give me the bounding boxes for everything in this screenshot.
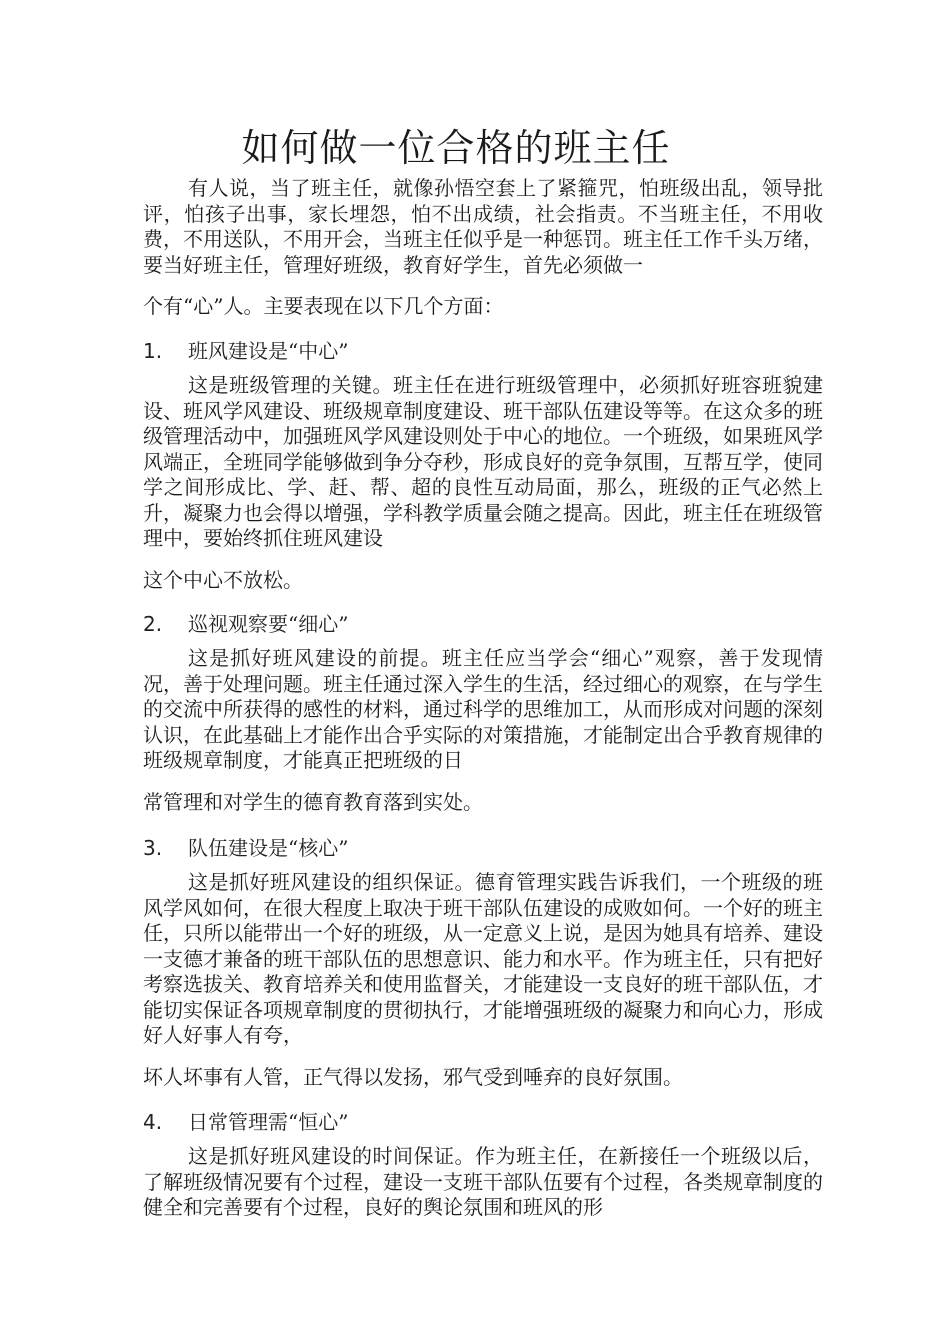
section-3-title: 队伍建设是“核心” xyxy=(188,836,349,860)
section-2-body: 这是抓好班风建设的前提。班主任应当学会“细心”观察，善于发现情况，善于处理问题。班主任通过深入学生的生活，经过细心的观察，在与学生的交流中所获得的感性的材料，通过科学的思维加工，从而形成对问题的深刻认识，在此基础上才能作出合乎实际的对策措施，才能制定出合乎教育规律的班级规章制度，才能真正把班级的日 xyxy=(143,646,823,772)
section-2-heading xyxy=(143,611,348,637)
section-3-body: 这是抓好班风建设的组织保证。德育管理实践告诉我们，一个班级的班风学风如何，在很大程度上取决于班干部队伍建设的成败如何。一个好的班主任，只所以能带出一个好的班级，从一定意义上说，是因为她具有培养、建设一支德才兼备的班干部队伍的思想意识、能力和水平。作为班主任，只有把好考察选拔关、教育培养关和使用监督关，才能建设一支良好的班干部队伍，才能切实保证各项规章制度的贯彻执行，才能增强班级的凝聚力和向心力，形成好人好事人有夸， xyxy=(143,870,823,1047)
section-4-body: 这是抓好班风建设的时间保证。作为班主任，在新接任一个班级以后，了解班级情况要有个过程，建设一支班干部队伍要有个过程，各类规章制度的健全和完善要有个过程，良好的舆论氛围和班风的形 xyxy=(143,1144,823,1219)
section-2-paragraph xyxy=(143,646,823,815)
document-title: 如何做一位合格的班主任 xyxy=(241,126,671,170)
section-2-title: 巡视观察要“细心” xyxy=(188,612,349,636)
section-1-number: 1. xyxy=(143,339,163,363)
section-4-title: 日常管理需“恒心” xyxy=(188,1110,349,1134)
section-4-number: 4. xyxy=(143,1110,163,1134)
section-3-number: 3. xyxy=(143,836,163,860)
section-4-heading xyxy=(143,1109,348,1135)
intro-body: 有人说，当了班主任，就像孙悟空套上了紧箍咒，怕班级出乱，领导批评，怕孩子出事，家长埋怨，怕不出成绩，社会指责。不当班主任，不用收费，不用送队，不用开会，当班主任似乎是一种惩罚。班主任工作千头万绪，要当好班主任，管理好班级，教育好学生，首先必须做一 xyxy=(143,176,823,277)
intro-paragraph xyxy=(143,176,823,320)
section-2-tail: 常管理和对学生的德育教育落到实处。 xyxy=(143,789,483,814)
section-3-tail: 坏人坏事有人管，正气得以发扬，邪气受到唾弃的良好氛围。 xyxy=(143,1064,683,1089)
section-1-paragraph xyxy=(143,373,823,593)
section-4-paragraph xyxy=(143,1144,823,1221)
section-1-heading xyxy=(143,338,348,364)
intro-tail: 个有“心”人。主要表现在以下几个方面： xyxy=(143,294,504,318)
section-3-paragraph xyxy=(143,870,823,1090)
section-2-number: 2. xyxy=(143,612,163,636)
section-3-heading xyxy=(143,835,348,861)
section-1-title: 班风建设是“中心” xyxy=(188,339,349,363)
section-1-body: 这是班级管理的关键。班主任在进行班级管理中，必须抓好班容班貌建设、班风学风建设、班级规章制度建设、班干部队伍建设等等。在这众多的班级管理活动中，加强班风学风建设则处于中心的地位。一个班级，如果班风学风端正，全班同学能够做到争分夺秒，形成良好的竞争氛围，互帮互学，使同学之间形成比、学、赶、帮、超的良性互动局面，那么，班级的正气必然上升，凝聚力也会得以增强，学科教学质量会随之提高。因此，班主任在班级管理中，要始终抓住班风建设 xyxy=(143,373,823,550)
section-1-tail: 这个中心不放松。 xyxy=(143,567,303,592)
